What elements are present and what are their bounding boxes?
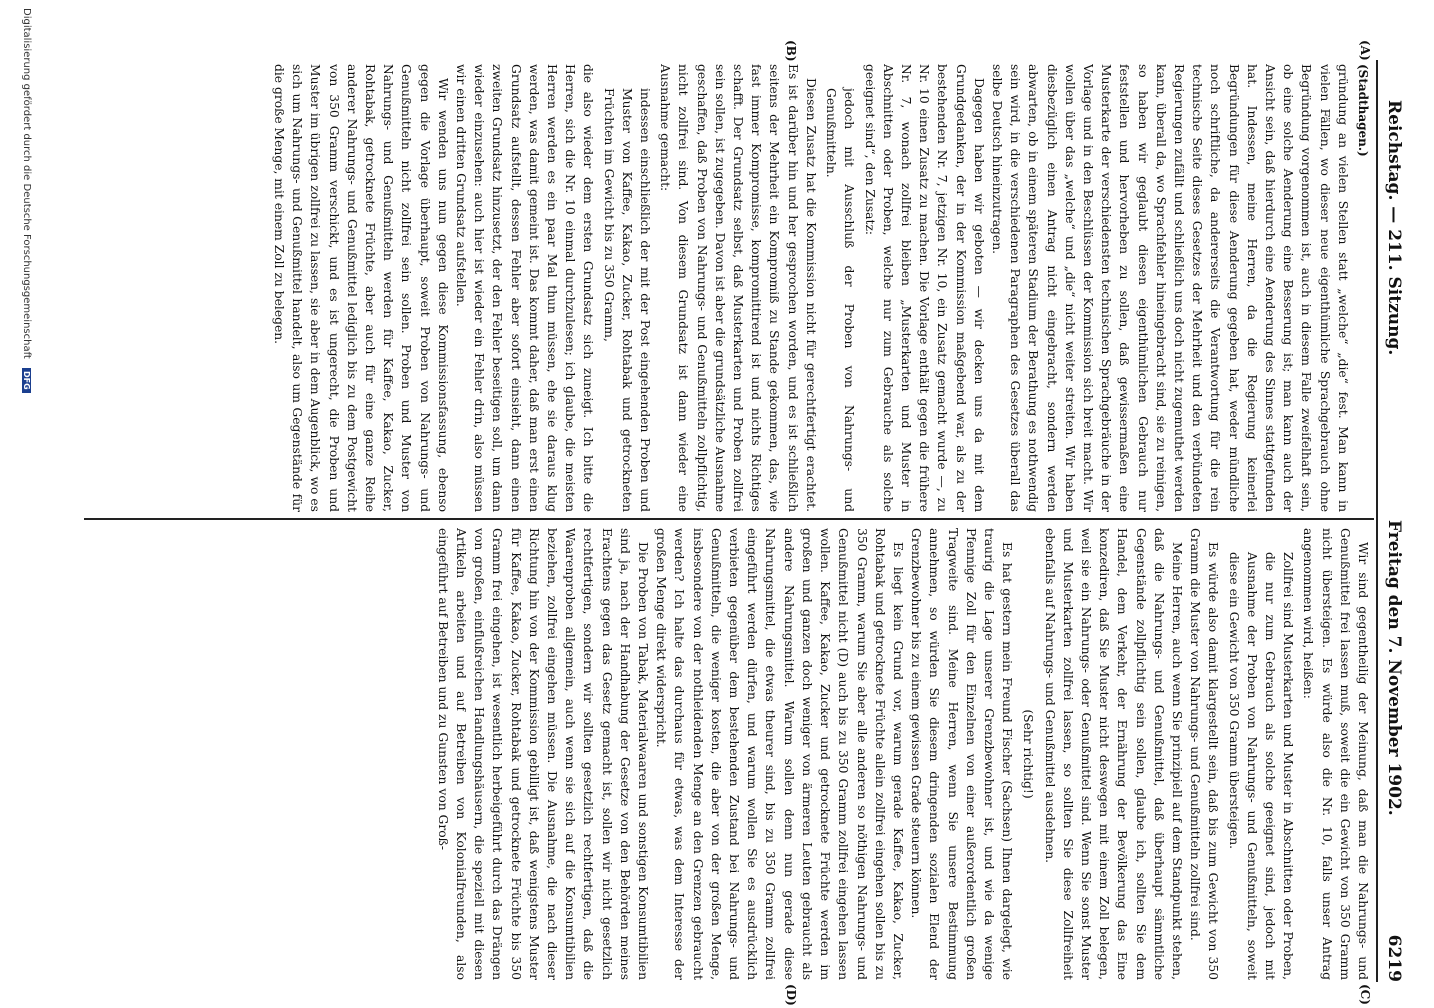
left-column bbox=[82, 64, 1372, 512]
quoted-text: Zollfrei sind Musterkarten und Muster in Abschnitten oder Proben, die nur zum Gebrauch als solche geeignet sind, jedoch mit Ausnahme der Proben von Nahrungs- und Genußmitteln, soweit diese ein Gewicht von 350 Gramm übersteigen. bbox=[1226, 552, 1296, 980]
running-header-left: Reichstag. — 211. Sitzung. bbox=[1384, 100, 1404, 356]
page-number: 6219 bbox=[1384, 934, 1404, 982]
quoted-text: indessen einschließlich der mit der Post eingehenden Proben und Muster von Kaffee, Kakao, Zucker, Rohtabak und getrockneten Früchten im Gewicht bis zu 350 Gramm, bbox=[601, 88, 653, 512]
paragraph: Es hat gestern mein Freund Fischer (Sachsen) Ihnen dargelegt, wie traurig die Lage unserer Grenzbewohner ist, und wie da wenige Pfennige Zoll für den Einzelnen von einer außerordentlich großen Tragweite sind. Meine Herren, wenn Sie unsere Bestimmung annehmen, so würden Sie diesem dringenden sozialen Elend der Grenzbewohner bis zu einem gewissen Grade steuern können. bbox=[909, 528, 1015, 980]
paragraph: Wir sind gegentheilig der Meinung, daß man die Nahrungs- und Genußmittel frei lassen muß, soweit die ein Gewicht von 350 Gramm nicht übersteigen. Es würde also die Nr. 10, falls unser Antrag angenommen wird, heißen: bbox=[1301, 528, 1370, 980]
digitization-footer bbox=[21, 0, 32, 1008]
margin-mark-d: (D) bbox=[784, 984, 798, 1006]
paragraph: Diesen Zusatz hat die Kommission nicht für gerechtfertigt erachtet. Es ist darüber hin und her gesprochen worden, und es ist schließlich seitens der Mehrheit ein Kompromiß zu Stande gekommen, das, wie fast immer Kompromisse, kompromittirend ist und nichts Richtiges schafft. Der Grundsatz selbst, daß Musterkarten und Proben zollfrei sein sollen, ist zugegeben. Davon ist aber die grundsätzliche Ausnahme geschaffen, daß Proben von Nahrungs- und Genußmitteln zollpflichtig, nicht zollfrei sind. Von diesem Grundsatz ist dann wieder eine Ausnahme gemacht: bbox=[658, 64, 818, 512]
paragraph: gründung an vielen Stellen statt „welche“ „die“ fest. Man kann in vielen Fällen, wo dieser neue eigenthümliche Sprachgebrauch ohne Begründung vorgenommen ist, auch in diesem Falle zweifelhaft sein, ob eine solche Aenderung eine Besserung ist; man kann auch der Ansicht sein, daß hierdurch eine Aenderung des Sinnes stattgefunden hat. Indessen, meine Herren, da die Regierung keinerlei Begründungen für diese Aenderung gegeben hat, weder mündliche noch schriftliche, da andererseits die Verantwortung für die rein technische Seite dieses Gesetzes der Mehrheit und den verbündeten Regierungen zufällt und schließlich uns doch nicht zugemuthet werden kann, überall da, wo Sprachfehler hineingebracht sind, sie zu reinigen, so haben wir geglaubt diesen eigenthümlichen Gebrauch nur feststellen und hervorheben zu sollen, daß gewissermaßen eine Musterkarte der verschiedensten technischen Sprachgebräuche in der Vorlage und in den Beschlüssen der Kommission sich breit macht. Wir wollen über das „welche“ und „die“ nicht weiter streiten. Wir haben diesbezüglich einen Antrag nicht eingebracht, sondern werden abwarten, ob in einem späteren Stadium der Berathung es nothwendig sein wird, in die verschiedenen Paragraphen des Gesetzes überall das selbe Deutsch hineinzutragen. bbox=[989, 64, 1350, 512]
right-column bbox=[82, 528, 1372, 980]
running-header-right: Freitag den 7. November 1902. bbox=[1384, 520, 1404, 816]
paragraph: die also wieder dem ersten Grundsatz sich zuneigt. Ich bitte die Herren, sich die Nr. 10 einmal durchzulesen; ich glaube, die meisten Herren werden es ein paar Mal thun müssen, ehe sie daraus klug werden, was damit gemeint ist. Das kommt daher, daß man erst einen Grundsatz aufstellt, dessen Fehler aber sofort einsieht, dann einen zweiten Grundsatz hinzusetzt, der den Fehler beseitigen soll, um dann wieder einzusehen: auch hier ist wieder ein Fehler drin, also müssen wir einen dritten Grundsatz aufstellen. bbox=[454, 64, 596, 512]
paragraph: Meine Herren, auch wenn Sie prinzipiell auf dem Standpunkt stehen, daß die Nahrungs- und Genußmittel, daß überhaupt sämmtliche Gegenstände zollpflichtig sein sollen, glaube ich, sollten Sie dem Handel, dem Verkehr, der Ernährung der Bevölkerung das Eine konzediren, daß Sie Muster nicht deswegen mit einem Zoll belegen, weil sie ein Nahrungs- oder Genußmittel sind. Wenn Sie sonst Muster und Musterkarten zollfrei lassen, so sollten Sie diese Zollfreiheit ebenfalls auf Nahrungs- und Genußmittel ausdehnen. bbox=[1042, 528, 1184, 980]
paragraph: Die Proben von Tabak, Materialwaaren und sonstigen Konsumtibilien sind ja, nach der Handhabung der Gesetze von den Behörden meines Erachtens gegen das Gesetz gemacht ist, sollen wir nicht gesetzlich rechtfertigen, sondern wir sollten gesetzlich rechtfertigen, daß die Waarenproben allgemein, auch wenn sie sich auf die Konsumtibilien beziehen, zollfrei eingehen müssen. Die Ausnahme, die nach dieser Richtung hin von der Kommission gebilligt ist, daß wenigstens Muster für Kaffee, Kakao, Zucker, Rohtabak und getrocknete Früchte bis 350 Gramm frei eingehen, ist wesentlich herbeigeführt durch das Drängen von großen, einflußreichen Handlungshäusern, die speziell mit diesen Artikeln arbeiten und auf Betreiben von Kolonialfreunden, also eingeführt auf Betreiben und zu Gunsten von Groß- bbox=[435, 528, 651, 980]
quoted-text: jedoch mit Ausschluß der Proben von Nahrungs- und Genußmitteln. bbox=[824, 88, 857, 512]
paragraph: Wir wenden uns nun gegen diese Kommissionsfassung, ebenso gegen die Vorlage überhaupt, soweit Proben von Nahrungs- und Genußmitteln nicht zollfrei sein sollen. Proben und Muster von Nahrungs- und Genußmitteln werden für Kaffee, Kakao, Zucker, Rohtabak, getrocknete Früchte, aber auch für eine ganze Reihe anderer Nahrungs- und Genußmittel lediglich bis zu dem Postgewicht von 350 Gramm verschickt, und es ist ungerecht, die Proben und Muster im übrigen zollfrei zu lassen, sie aber in dem Augenblick, wo es sich um Nahrungs- und Genußmittel handelt, also um Gegenstände für die große Menge, mit einem Zoll zu belegen. bbox=[272, 64, 450, 512]
header-rule bbox=[1376, 60, 1378, 982]
margin-mark-b: (B) bbox=[784, 40, 798, 62]
footer-text: Digitalisierung gefördert durch die Deutsche Forschungsgemeinschaft bbox=[21, 8, 32, 359]
paragraph: Es würde also damit klargestellt sein, daß bis zum Gewicht von 350 Gramm die Muster von Nahrungs- und Genußmitteln zollfrei sind. bbox=[1188, 528, 1221, 980]
paragraph: Es liegt kein Grund vor, warum gerade Kaffee, Kakao, Zucker, Rohtabak und getrocknete Früchte allein zollfrei eingehen sollen bis zu 350 Gramm, warum Sie aber alle anderen so nöthigen Nahrungs- und Genußmittel nicht (D) auch bis zu 350 Gramm zollfrei eingehen lassen wollen. Kaffee, Kakao, Zucker und getrocknete Früchte werden im großen und ganzen doch weniger von ärmeren Leuten gebraucht als andere Nahrungsmittel. Warum sollen denn nun gerade diese Nahrungsmittel, die etwas theurer sind, bis zu 350 Gramm zollfrei eingeführt werden dürfen, und warum wollen Sie es ausdrücklich verbieten gegenüber dem bestehenden Zustand bei Nahrungs- und Genußmitteln, die weniger kosten, die aber von der großen Menge, insbesondere von der nothleidenden Menge an den Grenzen gebraucht werden? Ich halte das durchaus für etwas, was dem Interesse der großen Menge direkt widerspricht. bbox=[654, 528, 905, 980]
paragraph: Dagegen haben wir geboten — wir decken uns da mit dem Grundgedanken, der in der Kommission maßgebend war, als zu der bestehenden Nr. 7, jetzigen Nr. 10, ein Zusatz gemacht wurde —, zu Nr. 10 einen Zusatz zu machen. Die Vorlage enthält gegen die frühere Nr. 7, wonach zollfrei bleiben „Musterkarten und Muster in Abschnitten oder Proben, welche nur zum Gebrauche als solche geeignet sind“, den Zusatz: bbox=[862, 64, 986, 512]
margin-mark-a: (A) bbox=[1358, 40, 1372, 61]
speaker-label: (Stadthagen.) bbox=[1356, 64, 1370, 157]
column-divider bbox=[84, 518, 1374, 520]
dfg-logo: DFG bbox=[23, 368, 32, 393]
margin-mark-c: (C) bbox=[1358, 984, 1372, 1005]
interjection: (Sehr richtig!) bbox=[1021, 709, 1036, 799]
